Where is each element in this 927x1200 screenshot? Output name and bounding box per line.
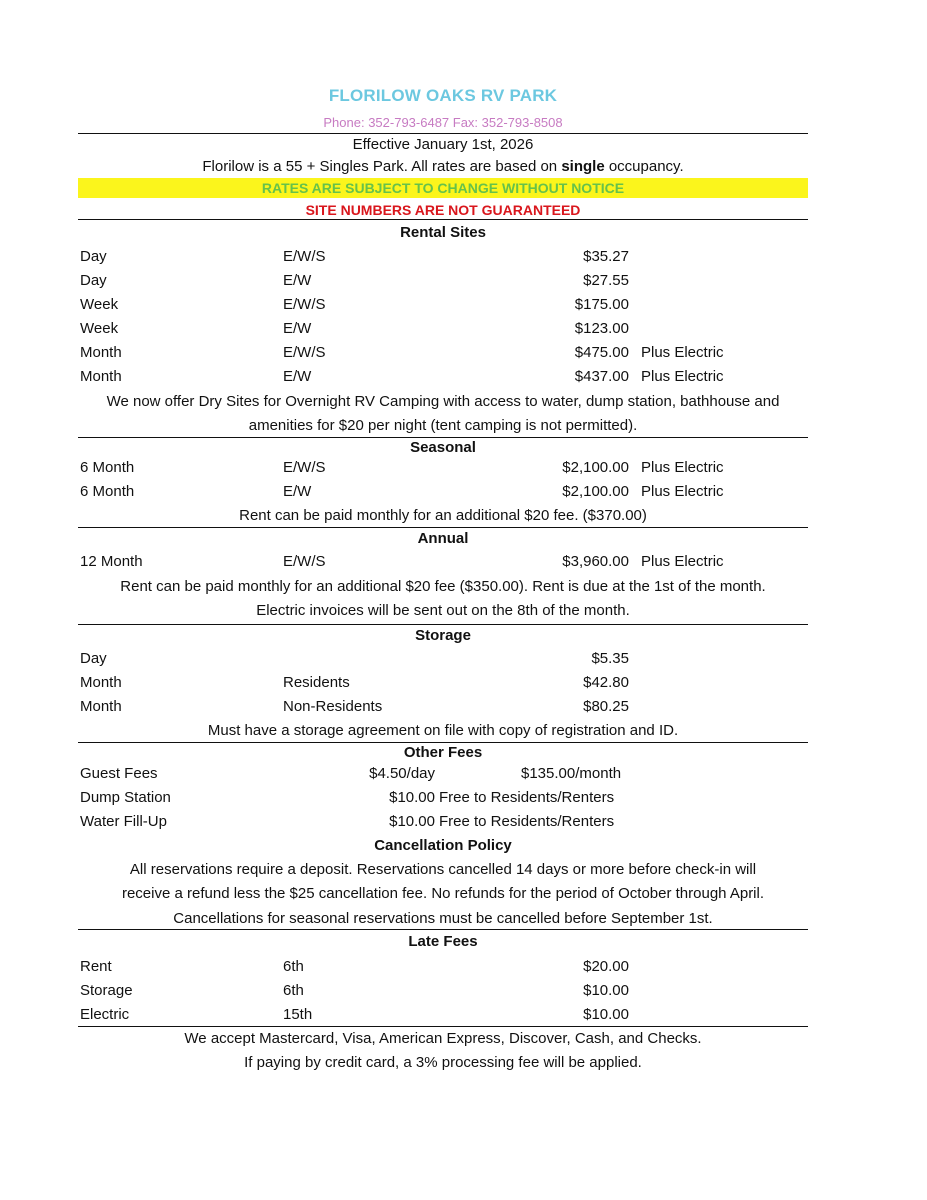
payment-methods: We accept Mastercard, Visa, American Express, Discover, Cash, and Checks. <box>184 1030 702 1047</box>
section-heading-seasonal: Seasonal <box>410 439 476 456</box>
storage-note: Must have a storage agreement on file with copy of registration and ID. <box>207 722 679 739</box>
section-heading-other-fees: Other Fees <box>403 744 483 761</box>
seasonal-note: Rent can be paid monthly for an additional $20 fee. ($370.00) <box>239 507 647 524</box>
table-row: Week E/W/S $175.00 <box>80 296 629 313</box>
effective-date: Effective January 1st, 2026 <box>352 136 534 153</box>
table-row: Electric 15th $10.00 <box>80 1006 629 1023</box>
table-row: Day E/W $27.55 <box>80 272 629 289</box>
annual-note: Rent can be paid monthly for an additional $20 fee ($350.00). Rent is due at the 1st of the month. <box>120 578 766 595</box>
section-heading-cancellation: Cancellation Policy <box>374 837 512 854</box>
table-row: Day $5.35 <box>80 650 629 667</box>
section-heading-annual: Annual <box>417 530 469 547</box>
cancellation-text: Cancellations for seasonal reservations must be cancelled before September 1st. <box>173 910 713 927</box>
contact-info: Phone: 352-793-6487 Fax: 352-793-8508 <box>323 115 563 130</box>
table-row: Month E/W/S $475.00 Plus Electric <box>80 344 724 361</box>
section-heading-late-fees: Late Fees <box>408 933 478 950</box>
table-row: 6 Month E/W $2,100.00 Plus Electric <box>80 483 724 500</box>
divider <box>78 133 808 134</box>
table-row: Dump Station $10.00 Free to Residents/Renters <box>80 789 615 806</box>
divider <box>78 527 808 528</box>
dry-sites-note: amenities for $20 per night (tent camping is not permitted). <box>248 417 638 434</box>
cancellation-text: receive a refund less the $25 cancellation fee. No refunds for the period of October through April. <box>121 885 765 902</box>
dry-sites-note: We now offer Dry Sites for Overnight RV Camping with access to water, dump station, bathhouse and <box>106 393 780 410</box>
table-row: 12 Month E/W/S $3,960.00 Plus Electric <box>80 553 724 570</box>
table-row: Storage 6th $10.00 <box>80 982 629 999</box>
cancellation-text: All reservations require a deposit. Reservations cancelled 14 days or more before check-in will <box>129 861 757 878</box>
table-row: Month Residents $42.80 <box>80 674 629 691</box>
divider <box>78 1026 808 1027</box>
site-numbers-notice: SITE NUMBERS ARE NOT GUARANTEED <box>305 202 581 218</box>
table-row: Month Non-Residents $80.25 <box>80 698 629 715</box>
rates-change-notice: RATES ARE SUBJECT TO CHANGE WITHOUT NOTICE <box>261 180 625 196</box>
table-row: Day E/W/S $35.27 <box>80 248 629 265</box>
divider <box>78 624 808 625</box>
table-row: Rent 6th $20.00 <box>80 958 629 975</box>
section-heading-rental-sites: Rental Sites <box>400 224 486 241</box>
section-heading-storage: Storage <box>415 627 471 644</box>
card-fee-note: If paying by credit card, a 3% processing fee will be applied. <box>244 1054 642 1071</box>
intro-text: Florilow is a 55 + Singles Park. All rates are based on single occupancy. <box>202 158 684 175</box>
table-row: 6 Month E/W/S $2,100.00 Plus Electric <box>80 459 724 476</box>
park-title: FLORILOW OAKS RV PARK <box>328 86 558 105</box>
table-row: Month E/W $437.00 Plus Electric <box>80 368 724 385</box>
divider <box>78 219 808 220</box>
table-row: Guest Fees $4.50/day $135.00/month <box>80 765 622 782</box>
annual-note: Electric invoices will be sent out on the 8th of the month. <box>256 602 630 619</box>
divider <box>78 929 808 930</box>
table-row: Water Fill-Up $10.00 Free to Residents/Renters <box>80 813 615 830</box>
table-row: Week E/W $123.00 <box>80 320 629 337</box>
